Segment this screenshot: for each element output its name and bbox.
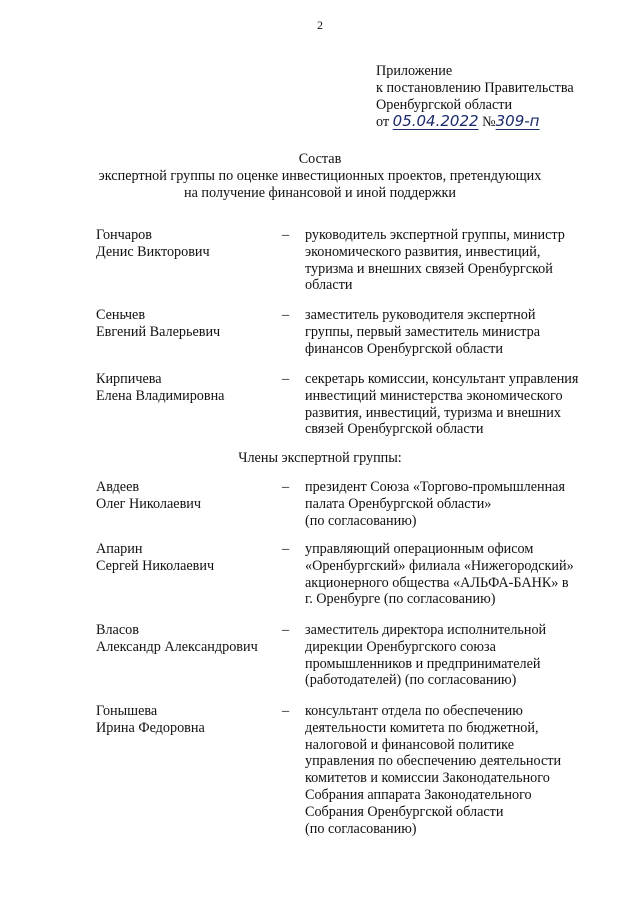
- dash: –: [282, 371, 290, 387]
- appendix-date-line: [376, 113, 626, 131]
- dash: –: [282, 479, 290, 495]
- appendix-line: Оренбургской области: [376, 96, 513, 113]
- dash: –: [282, 227, 290, 243]
- person-role: секретарь комиссии, консультант управления инвестиций министерства экономического развития, инвестиций, туризма и внешних связей Оренбургской области: [305, 371, 579, 438]
- number-prefix: №: [482, 114, 496, 131]
- title-line: экспертной группы по оценке инвестиционных проектов, претендующих: [98, 167, 542, 184]
- person-role: президент Союза «Торгово-промышленная палата Оренбургской области» (по согласованию): [305, 479, 566, 529]
- document-title: [60, 151, 580, 201]
- person-name: Кирпичева Елена Владимировна: [96, 371, 225, 404]
- person-role: консультант отдела по обеспечению деятельности комитета по бюджетной, налоговой и финансовой политике управления по обеспечению деятельности комитетов и комиссии Законодательного Собрания аппарата Законодательного Собрания Оренбургской области (по согласованию): [305, 703, 562, 837]
- appendix-block: [376, 63, 626, 131]
- person-role: управляющий операционным офисом «Оренбургский» филиала «Нижегородский» акционерного общества «АЛЬФА-БАНК» в г. Оренбурге (по согласованию): [305, 541, 574, 608]
- title-line: Состав: [298, 151, 342, 167]
- person-role: руководитель экспертной группы, министр экономического развития, инвестиций, туризма и внешних связей Оренбургской области: [305, 227, 565, 294]
- dash: –: [282, 541, 290, 557]
- dash: –: [282, 307, 290, 323]
- person-role: заместитель директора исполнительной дирекции Оренбургского союза промышленников и предпринимателей (работодателей) (по согласованию): [305, 622, 547, 689]
- person-name: Авдеев Олег Николаевич: [96, 479, 202, 512]
- handwritten-date: 05.04.2022: [392, 112, 479, 131]
- handwritten-number: 309-п: [495, 112, 540, 131]
- person-role: заместитель руководителя экспертной группы, первый заместитель министра финансов Оренбургской области: [305, 307, 541, 357]
- date-prefix: от: [376, 114, 390, 131]
- person-name: Власов Александр Александрович: [96, 622, 258, 655]
- person-name: Гончаров Денис Викторович: [96, 227, 210, 260]
- dash: –: [282, 703, 290, 719]
- person-name: Гонышева Ирина Федоровна: [96, 703, 205, 736]
- person-name: Апарин Сергей Николаевич: [96, 541, 215, 574]
- page-number: 2: [317, 18, 323, 32]
- members-heading: Члены экспертной группы:: [238, 450, 402, 466]
- appendix-line: к постановлению Правительства: [376, 79, 574, 96]
- title-line: на получение финансовой и иной поддержки: [183, 184, 456, 201]
- dash: –: [282, 622, 290, 638]
- appendix-line: Приложение: [376, 63, 453, 79]
- person-name: Сеньчев Евгений Валерьевич: [96, 307, 221, 340]
